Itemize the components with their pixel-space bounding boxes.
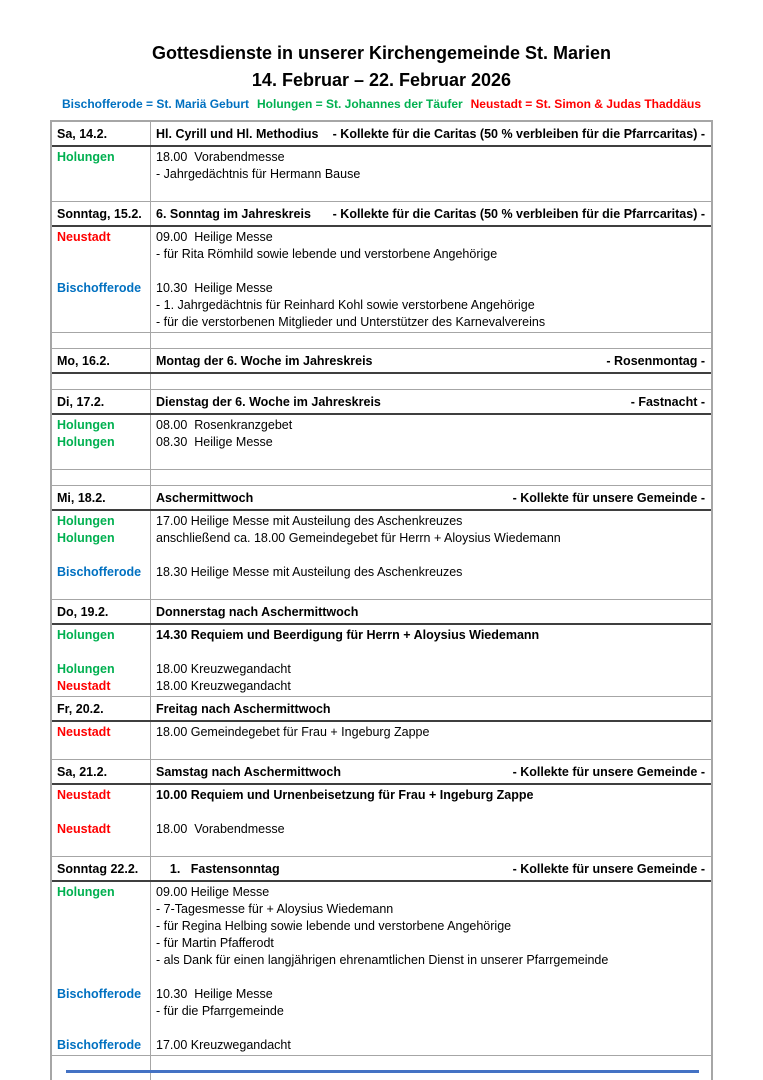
service-line: 08.00 Rosenkranzgebet <box>156 418 293 432</box>
place-label: Holungen <box>57 885 115 899</box>
service-line: 18.00 Kreuzwegandacht <box>156 679 291 693</box>
services-cell <box>151 227 711 332</box>
date-cell <box>52 760 151 783</box>
schedule-table <box>50 120 713 1080</box>
service-line: 08.30 Heilige Messe <box>156 435 273 449</box>
place-spacer <box>57 838 147 855</box>
service-line: - für die Pfarrgemeinde <box>156 1004 284 1018</box>
place-spacer <box>57 1020 147 1037</box>
services-cell <box>151 511 711 599</box>
place-spacer <box>57 969 147 986</box>
service-line: - für Rita Römhild sowie lebende und verstorbene Angehörige <box>156 247 498 261</box>
place-label: Bischofferode <box>57 987 142 1001</box>
day-title: 1. Fastensonntag <box>156 862 280 876</box>
events-row <box>52 147 711 202</box>
service-line: - für Martin Pfafferodt <box>156 936 274 950</box>
events-row <box>52 882 711 1056</box>
collection-note: - Kollekte für unsere Gemeinde - <box>512 862 705 876</box>
day-title: Aschermittwoch <box>156 491 254 505</box>
service-line: - als Dank für einen langjährigen ehrenamtlichen Dienst in unserer Pfarrgemeinde <box>156 953 609 967</box>
service-line: 10.00 Requiem und Urnenbeisetzung für Frau + Ingeburg Zappe <box>156 788 534 802</box>
date-label: Sa, 14.2. <box>57 127 108 141</box>
day-detail-cell <box>151 760 711 783</box>
service-line: - für Regina Helbing sowie lebende und verstorbene Angehörige <box>156 919 512 933</box>
place-spacer <box>57 166 147 183</box>
document-header <box>0 0 763 112</box>
collection-note: - Kollekte für unsere Gemeinde - <box>512 765 705 779</box>
place-label: Holungen <box>57 150 115 164</box>
service-spacer <box>156 804 707 821</box>
place-label: Holungen <box>57 628 115 642</box>
service-spacer <box>156 581 707 598</box>
place-label: Neustadt <box>57 679 111 693</box>
places-cell <box>52 147 151 201</box>
place-label: Neustadt <box>57 822 111 836</box>
place-spacer <box>57 935 147 952</box>
places-cell <box>52 625 151 696</box>
service-spacer <box>156 547 707 564</box>
footer-rule <box>66 1070 699 1073</box>
day-header-row <box>52 486 711 511</box>
date-cell <box>52 349 151 372</box>
spacer-date-cell <box>52 470 151 485</box>
spacer-date-cell <box>52 1056 151 1080</box>
places-cell <box>52 415 151 469</box>
day-title: 6. Sonntag im Jahreskreis <box>156 207 311 221</box>
collection-note: - Kollekte für die Caritas (50 % verbleiben für die Pfarrcaritas) - <box>332 127 705 141</box>
place-label: Holungen <box>57 435 115 449</box>
page-subtitle: 14. Februar – 22. Februar 2026 <box>251 70 512 90</box>
day-title: Donnerstag nach Aschermittwoch <box>156 605 359 619</box>
events-row <box>52 227 711 333</box>
day-detail-cell <box>151 349 711 372</box>
place-label: Holungen <box>57 531 115 545</box>
place-label: Neustadt <box>57 725 111 739</box>
service-line: 17.00 Heilige Messe mit Austeilung des Aschenkreuzes <box>156 514 463 528</box>
spacer-detail-cell <box>151 374 711 389</box>
place-label: Neustadt <box>57 788 111 802</box>
service-line: 18.00 Vorabendmesse <box>156 822 285 836</box>
date-cell <box>52 122 151 145</box>
collection-note: - Kollekte für unsere Gemeinde - <box>512 491 705 505</box>
events-row <box>52 625 711 697</box>
service-line: 10.30 Heilige Messe <box>156 987 273 1001</box>
date-label: Sonntag, 15.2. <box>57 207 142 221</box>
day-detail-cell <box>151 857 711 880</box>
collection-note: - Rosenmontag - <box>606 354 705 368</box>
services-cell <box>151 722 711 759</box>
services-cell <box>151 882 711 1055</box>
spacer-detail-cell <box>151 470 711 485</box>
service-spacer <box>156 644 707 661</box>
place-spacer <box>57 918 147 935</box>
place-label: Holungen <box>57 662 115 676</box>
date-label: Di, 17.2. <box>57 395 105 409</box>
place-spacer <box>57 451 147 468</box>
spacer-date-cell <box>52 374 151 389</box>
spacer-row <box>52 333 711 349</box>
place-label: Neustadt <box>57 230 111 244</box>
place-spacer <box>57 901 147 918</box>
day-detail-cell <box>151 122 711 145</box>
day-detail-cell <box>151 600 711 623</box>
day-header-row <box>52 760 711 785</box>
date-cell <box>52 390 151 413</box>
spacer-detail-cell <box>151 333 711 348</box>
place-spacer <box>57 297 147 314</box>
service-spacer <box>156 1020 707 1037</box>
day-header-row <box>52 202 711 227</box>
events-row <box>52 722 711 760</box>
page-title: Gottesdienste in unserer Kirchengemeinde St. Marien <box>151 43 612 63</box>
legend-item-neustadt: Neustadt = St. Simon & Judas Thaddäus <box>470 97 701 111</box>
events-row <box>52 415 711 470</box>
services-cell <box>151 785 711 856</box>
service-line: - 7-Tagesmesse für + Aloysius Wiedemann <box>156 902 394 916</box>
day-detail-cell <box>151 486 711 509</box>
place-spacer <box>57 314 147 331</box>
service-line: 09.00 Heilige Messe <box>156 885 270 899</box>
places-cell <box>52 511 151 599</box>
day-header-row <box>52 390 711 415</box>
place-label: Bischofferode <box>57 281 142 295</box>
date-label: Mi, 18.2. <box>57 491 106 505</box>
service-spacer <box>156 838 707 855</box>
spacer-row <box>52 374 711 390</box>
place-spacer <box>57 183 147 200</box>
service-spacer <box>156 741 707 758</box>
places-cell <box>52 785 151 856</box>
spacer-row <box>52 1056 711 1080</box>
day-header-row <box>52 600 711 625</box>
places-cell <box>52 227 151 332</box>
day-title: Dienstag der 6. Woche im Jahreskreis <box>156 395 381 409</box>
place-spacer <box>57 804 147 821</box>
events-row <box>52 511 711 600</box>
service-line: 18.00 Vorabendmesse <box>156 150 285 164</box>
place-spacer <box>57 952 147 969</box>
places-cell <box>52 722 151 759</box>
place-label: Bischofferode <box>57 1038 142 1052</box>
date-label: Do, 19.2. <box>57 605 109 619</box>
places-cell <box>52 882 151 1055</box>
collection-note: - Kollekte für die Caritas (50 % verbleiben für die Pfarrcaritas) - <box>332 207 705 221</box>
place-label: Holungen <box>57 418 115 432</box>
date-label: Mo, 16.2. <box>57 354 110 368</box>
spacer-detail-cell <box>151 1056 711 1080</box>
date-cell <box>52 600 151 623</box>
service-line: 18.00 Gemeindegebet für Frau + Ingeburg Zappe <box>156 725 430 739</box>
services-cell <box>151 147 711 201</box>
place-spacer <box>57 1003 147 1020</box>
service-line: 09.00 Heilige Messe <box>156 230 273 244</box>
service-line: 10.30 Heilige Messe <box>156 281 273 295</box>
place-spacer <box>57 547 147 564</box>
service-line: 17.00 Kreuzwegandacht <box>156 1038 291 1052</box>
services-cell <box>151 415 711 469</box>
date-cell <box>52 857 151 880</box>
legend-item-bischofferode: Bischofferode = St. Mariä Geburt <box>62 97 250 111</box>
service-line: 18.30 Heilige Messe mit Austeilung des Aschenkreuzes <box>156 565 463 579</box>
day-header-row <box>52 857 711 882</box>
place-spacer <box>57 263 147 280</box>
day-header-row <box>52 349 711 374</box>
day-title: Hl. Cyrill und Hl. Methodius <box>156 127 319 141</box>
legend-item-holungen: Holungen = St. Johannes der Täufer <box>256 97 463 111</box>
place-spacer <box>57 246 147 263</box>
events-row <box>52 785 711 857</box>
service-spacer <box>156 263 707 280</box>
service-spacer <box>156 451 707 468</box>
day-detail-cell <box>151 697 711 720</box>
service-line: - für die verstorbenen Mitglieder und Unterstützer des Karnevalvereins <box>156 315 546 329</box>
place-spacer <box>57 741 147 758</box>
date-cell <box>52 697 151 720</box>
day-detail-cell <box>151 202 711 225</box>
day-header-row <box>52 697 711 722</box>
day-title: Freitag nach Aschermittwoch <box>156 702 331 716</box>
service-line: anschließend ca. 18.00 Gemeindegebet für Herrn + Aloysius Wiedemann <box>156 531 561 545</box>
service-line: 14.30 Requiem und Beerdigung für Herrn + Aloysius Wiedemann <box>156 628 540 642</box>
day-detail-cell <box>151 390 711 413</box>
place-spacer <box>57 644 147 661</box>
service-line: 18.00 Kreuzwegandacht <box>156 662 291 676</box>
date-cell <box>52 202 151 225</box>
date-label: Fr, 20.2. <box>57 702 104 716</box>
day-header-row <box>52 122 711 147</box>
place-label: Holungen <box>57 514 115 528</box>
service-line: - 1. Jahrgedächtnis für Reinhard Kohl sowie verstorbene Angehörige <box>156 298 535 312</box>
date-label: Sa, 21.2. <box>57 765 108 779</box>
place-label: Bischofferode <box>57 565 142 579</box>
service-spacer <box>156 183 707 200</box>
spacer-row <box>52 470 711 486</box>
parish-legend <box>62 96 701 112</box>
service-line: - Jahrgedächtnis für Hermann Bause <box>156 167 361 181</box>
day-title: Montag der 6. Woche im Jahreskreis <box>156 354 373 368</box>
spacer-date-cell <box>52 333 151 348</box>
day-title: Samstag nach Aschermittwoch <box>156 765 342 779</box>
service-spacer <box>156 969 707 986</box>
services-cell <box>151 625 711 696</box>
place-spacer <box>57 581 147 598</box>
date-cell <box>52 486 151 509</box>
date-label: Sonntag 22.2. <box>57 862 139 876</box>
collection-note: - Fastnacht - <box>630 395 705 409</box>
